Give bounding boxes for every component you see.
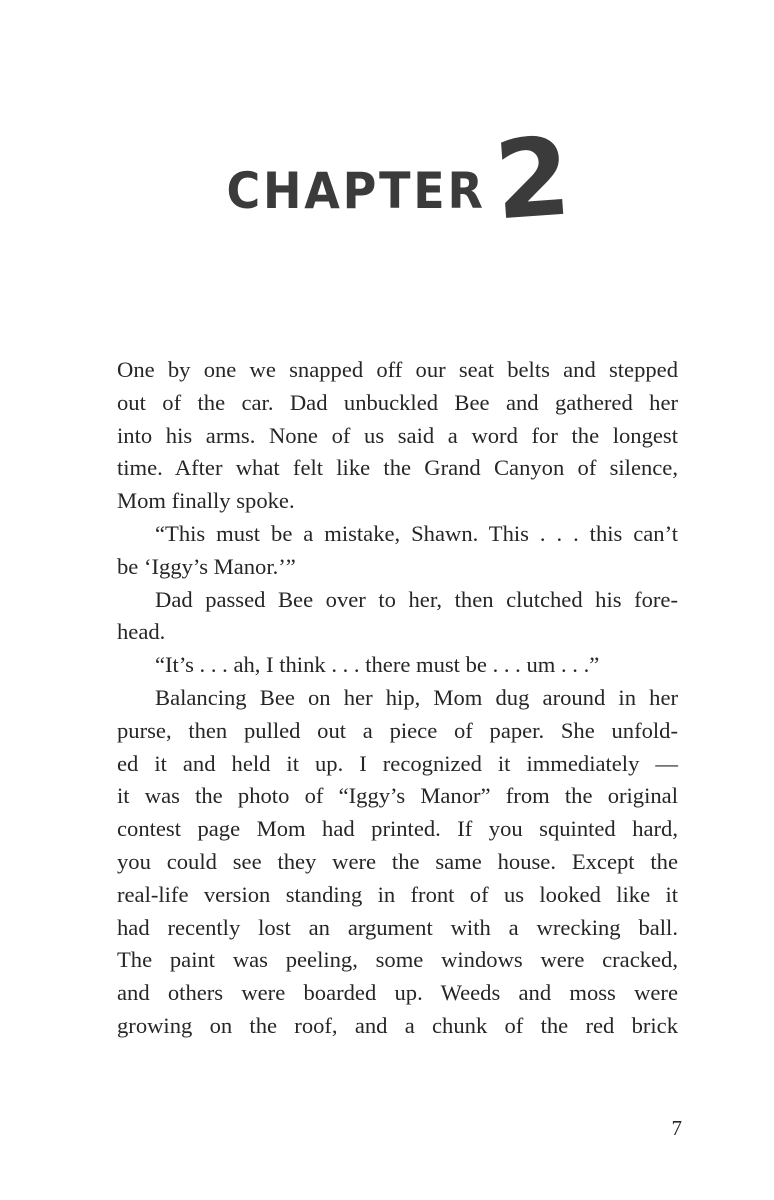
chapter-heading xyxy=(0,114,774,245)
text-line: real-life version standing in front of us looked like it xyxy=(117,881,678,907)
text-line: head. xyxy=(117,619,166,645)
text-line: be ‘Iggy’s Manor.’” xyxy=(117,553,296,579)
text-line: The paint was peeling, some windows were cracked, xyxy=(117,947,678,973)
text-line: Dad passed Bee over to her, then clutched his fore- xyxy=(155,586,678,612)
chapter-number: 2 xyxy=(490,114,575,245)
text-line: out of the car. Dad unbuckled Bee and gathered her xyxy=(117,389,678,415)
text-line: One by one we snapped off our seat belts and stepped xyxy=(117,357,678,382)
text-line: “This must be a mistake, Shawn. This . . . this can’t xyxy=(155,520,678,546)
text-line: had recently lost an argument with a wrecking ball. xyxy=(117,914,678,940)
text-line: contest page Mom had printed. If you squinted hard, xyxy=(117,816,678,842)
text-line: growing on the roof, and a chunk of the red brick xyxy=(117,1012,678,1038)
text-line: you could see they were the same house. Except the xyxy=(117,848,678,874)
text-line: time. After what felt like the Grand Canyon of silence, xyxy=(117,455,678,481)
chapter-word: CHAPTER xyxy=(226,162,486,220)
text-line: “It’s . . . ah, I think . . . there must be . . . um . . .” xyxy=(155,652,600,678)
text-line: Balancing Bee on her hip, Mom dug around in her xyxy=(155,684,678,710)
text-line: Mom finally spoke. xyxy=(117,488,295,514)
text-line: ed it and held it up. I recognized it immediately — xyxy=(117,750,678,776)
text-line: and others were boarded up. Weeds and moss were xyxy=(117,980,678,1006)
text-line: into his arms. None of us said a word for the longest xyxy=(117,422,678,448)
text-line: purse, then pulled out a piece of paper. She unfold- xyxy=(117,717,678,743)
body-text xyxy=(117,354,678,1043)
page-number: 7 xyxy=(671,1116,682,1140)
text-line: it was the photo of “Iggy’s Manor” from the original xyxy=(117,783,678,809)
